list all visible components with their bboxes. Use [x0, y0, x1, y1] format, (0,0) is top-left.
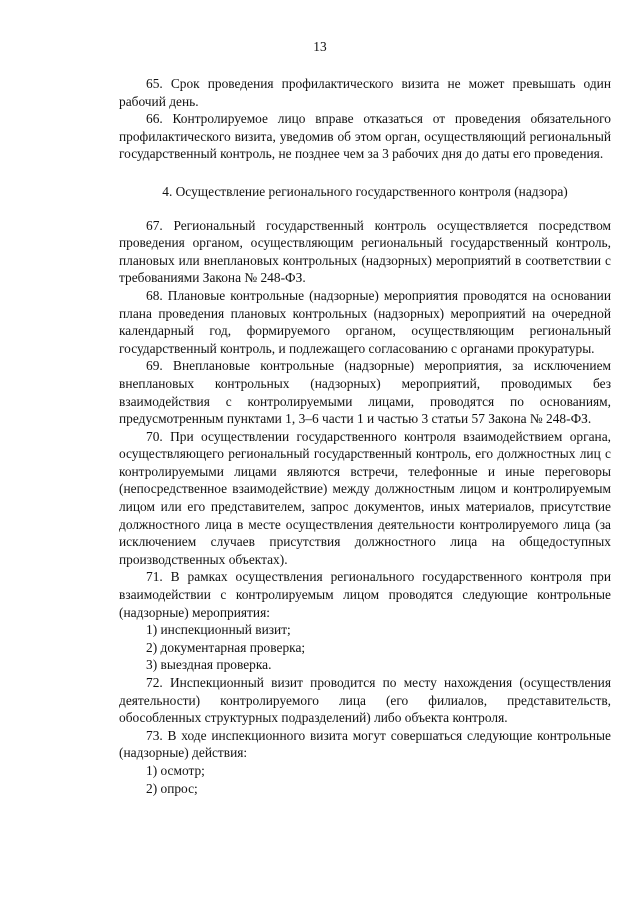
paragraph-69: 69. Внеплановые контрольные (надзорные) мероприятия, за исключением внеплановых контрольных (надзорных) мероприятий, проводимых без взаимодействия с контролируемыми лицами, проводятся по основаниям, предусмотренным пунктами 1, 3–6 части 1 и частью 3 статьи 57 Закона № 248-ФЗ. [119, 358, 611, 427]
paragraph-67: 67. Региональный государственный контроль осуществляется посредством проведения органом, осуществляющим региональный государственный контроль, плановых или внеплановых контрольных (надзорных) мероприятий в соответствии с требованиями Закона № 248-ФЗ. [119, 217, 611, 286]
paragraph-66: 66. Контролируемое лицо вправе отказаться от проведения обязательного профилактического визита, уведомив об этом орган, осуществляющий региональный государственный контроль, не позднее чем за 3 рабочих дня до даты его проведения. [119, 111, 611, 162]
list-item-field-check: 3) выездная проверка. [146, 657, 272, 673]
section-heading: 4. Осуществление регионального государственного контроля (надзора) [162, 183, 568, 199]
paragraph-72: 72. Инспекционный визит проводится по месту нахождения (осуществления деятельности) контролируемого лица (его филиалов, представительств, обособленных структурных подразделений) либо объекта контроля. [119, 675, 611, 726]
list-item-inspection: 1) осмотр; [146, 762, 205, 778]
list-item-inspection-visit: 1) инспекционный визит; [146, 622, 291, 638]
paragraph-73: 73. В ходе инспекционного визита могут совершаться следующие контрольные (надзорные) действия: [119, 727, 611, 761]
paragraph-70: 70. При осуществлении государственного контроля взаимодействием органа, осуществляющего региональный государственный контроль, его должностных лиц с контролируемыми лицами являются встречи, телефонные и иные переговоры (непосредственное взаимодействие) между должностным лицом и контролируемым лицом или его представителем, запрос документов, иных материалов, присутствие должностного лица в месте осуществления деятельности контролируемого лица (за исключением случаев присутствия должностного лица на общедоступных производственных объектах). [119, 428, 611, 567]
paragraph-65: 65. Срок проведения профилактического визита не может превышать один рабочий день. [119, 76, 611, 109]
list-item-survey: 2) опрос; [146, 780, 198, 796]
page-number: 13 [313, 39, 327, 54]
list-item-document-check: 2) документарная проверка; [146, 639, 306, 655]
paragraph-71: 71. В рамках осуществления регионального государственного контроля при взаимодействии с контролируемым лицом проводятся следующие контрольные (надзорные) мероприятия: [119, 569, 611, 620]
paragraph-68: 68. Плановые контрольные (надзорные) мероприятия проводятся на основании плана проведения плановых контрольных (надзорных) мероприятий на очередной календарный год, формируемого органом, осуществляющим региональный государственный контроль, и подлежащего согласованию с органами прокуратуры. [119, 287, 611, 356]
document-body [119, 75, 611, 797]
